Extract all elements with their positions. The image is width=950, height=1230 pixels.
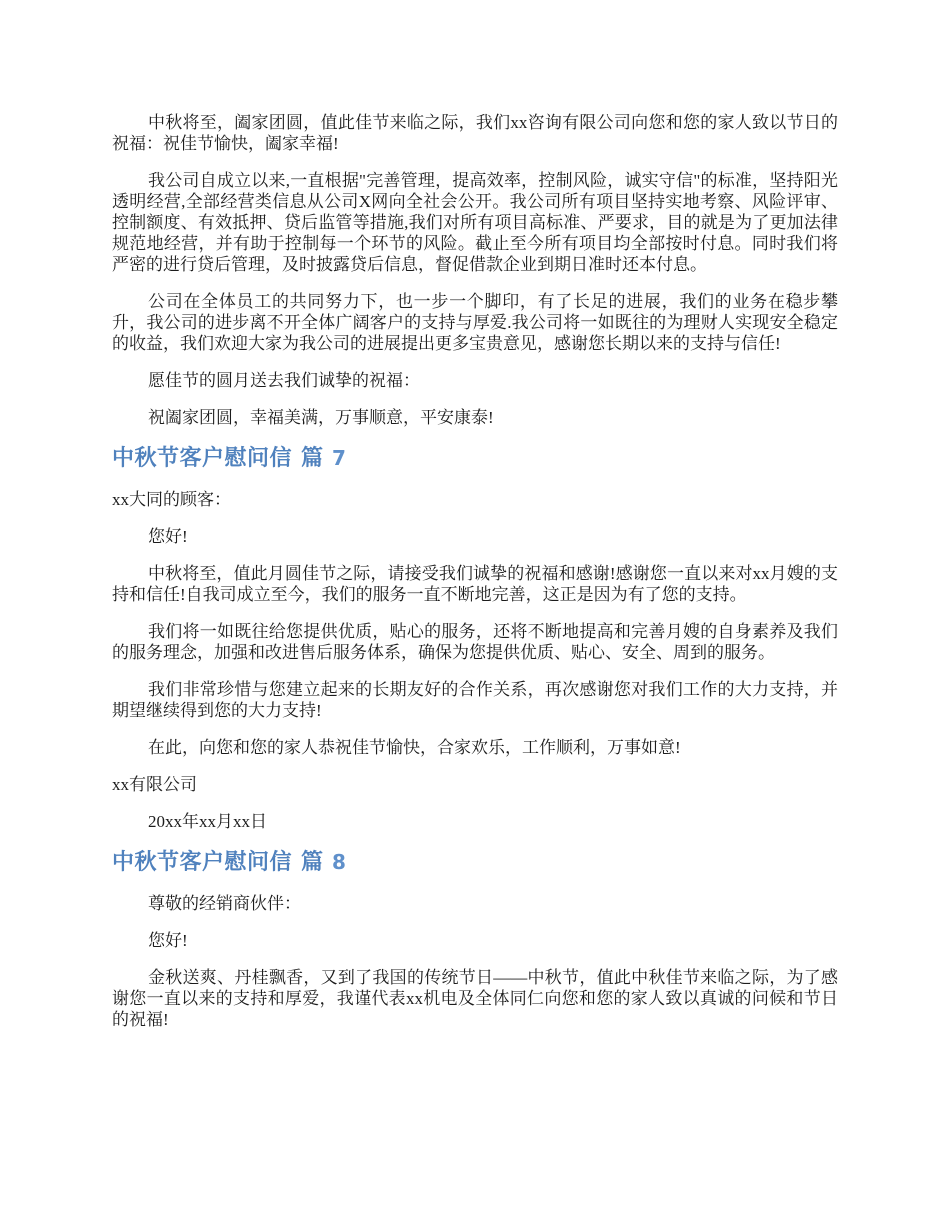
paragraph: 我们将一如既往给您提供优质，贴心的服务，还将不断地提高和完善月嫂的自身素养及我们的服务理念，加强和改进售后服务体系，确保为您提供优质、贴心、安全、周到的服务。 bbox=[112, 622, 838, 662]
paragraph: 公司在全体员工的共同努力下，也一步一个脚印，有了长足的进展，我们的业务在稳步攀升，我公司的进步离不开全体广阔客户的支持与厚爱.我公司将一如既往的为理财人实现安全稳定的收益，我们欢迎大家为我公司的进展提出更多宝贵意见，感谢您长期以来的支持与信任! bbox=[112, 292, 838, 353]
section-heading-number-label: 篇 bbox=[301, 849, 324, 874]
paragraph: 金秋送爽、丹桂飘香，又到了我国的传统节日——中秋节，值此中秋佳节来临之际，为了感谢您一直以来的支持和厚爱，我谨代表xx机电及全体同仁向您和您的家人致以真诚的问候和节日的祝福! bbox=[112, 968, 838, 1029]
paragraph: 中秋将至，值此月圆佳节之际，请接受我们诚挚的祝福和感谢!感谢您一直以来对xx月嫂的支持和信任!自我司成立至今，我们的服务一直不断地完善，这正是因为有了您的支持。 bbox=[112, 564, 838, 604]
paragraph: 我公司自成立以来,一直根据"完善管理，提高效率，控制风险，诚实守信"的标准，坚持阳光透明经营,全部经营类信息从公司X网向全社会公开。我公司所有项目坚持实地考察、风险评审、控制额度、有效抵押、贷后监管等措施,我们对所有项目高标准、严要求，目的就是为了更加法律规范地经营，并有助于控制每一个环节的风险。截止至今所有项目均全部按时付息。同时我们将严密的进行贷后管理，及时披露贷后信息，督促借款企业到期日准时还本付息。 bbox=[112, 171, 838, 274]
paragraph: xx大同的顾客： bbox=[112, 490, 231, 509]
section-heading-title: 中秋节客户慰问信 bbox=[112, 849, 293, 874]
paragraph: 尊敬的经销商伙伴： bbox=[148, 894, 301, 913]
paragraph: 我们非常珍惜与您建立起来的长期友好的合作关系，再次感谢您对我们工作的大力支持，并期望继续得到您的大力支持! bbox=[112, 680, 838, 720]
paragraph: 祝阖家团圆，幸福美满，万事顺意，平安康泰! bbox=[148, 408, 494, 427]
paragraph: 您好! bbox=[148, 931, 188, 950]
paragraph: 20xx年xx月xx日 bbox=[148, 812, 267, 831]
paragraph: 中秋将至，阖家团圆，值此佳节来临之际，我们xx咨询有限公司向您和您的家人致以节日的祝福：祝佳节愉快，阖家幸福! bbox=[112, 113, 838, 153]
section-heading-number-value: 7 bbox=[332, 446, 346, 470]
section-heading-number-label: 篇 bbox=[301, 445, 324, 470]
section-heading bbox=[112, 848, 838, 876]
paragraph: 在此，向您和您的家人恭祝佳节愉快，合家欢乐，工作顺利，万事如意! bbox=[148, 738, 681, 757]
section-heading-number-value: 8 bbox=[332, 850, 346, 874]
paragraph: xx有限公司 bbox=[112, 775, 197, 794]
document-content bbox=[112, 112, 838, 1030]
paragraph: 您好! bbox=[148, 527, 188, 546]
section-heading bbox=[112, 444, 838, 472]
paragraph: 愿佳节的圆月送去我们诚挚的祝福： bbox=[148, 371, 420, 390]
section-heading-title: 中秋节客户慰问信 bbox=[112, 445, 293, 470]
